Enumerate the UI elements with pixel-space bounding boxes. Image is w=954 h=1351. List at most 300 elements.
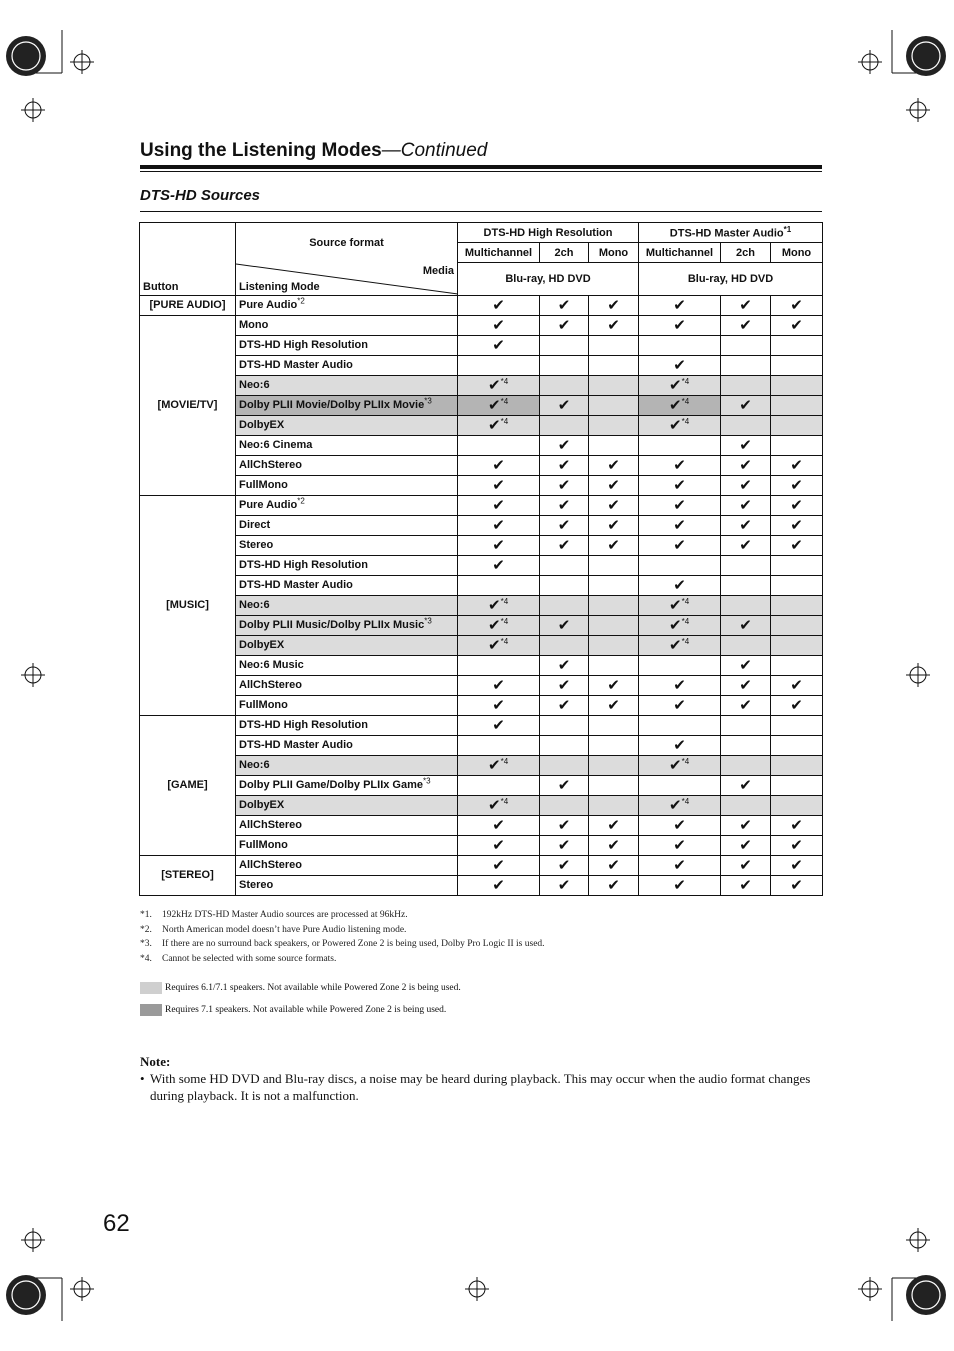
support-cell <box>771 395 823 415</box>
mode-cell <box>236 375 458 395</box>
check-mark: ✔ <box>492 517 505 534</box>
support-cell <box>721 675 771 695</box>
check-mark: ✔ <box>739 437 752 454</box>
support-cell <box>589 655 639 675</box>
mode-cell <box>236 535 458 555</box>
table-row <box>140 735 823 755</box>
master-audio-label: DTS-HD Master Audio <box>669 227 784 240</box>
check-mark: ✔ <box>669 617 682 634</box>
table-row <box>140 655 823 675</box>
footnote-text: North American model doesn’t have Pure Audio listening mode. <box>162 924 407 935</box>
table-row <box>140 715 823 735</box>
support-cell <box>458 355 540 375</box>
check-mark: ✔ <box>790 297 803 314</box>
support-cell <box>639 495 721 515</box>
check-mark: ✔ <box>557 457 571 474</box>
check-mark: ✔ <box>607 457 620 474</box>
support-cell <box>589 735 639 755</box>
support-cell <box>589 435 639 455</box>
mode-label: Neo:6 Cinema <box>239 439 313 451</box>
footnote <box>140 937 545 952</box>
header-continued: —Continued <box>381 140 488 161</box>
button-header-cell <box>140 223 236 296</box>
support-cell <box>639 315 721 335</box>
check-mark: ✔ <box>557 617 571 634</box>
mode-cell <box>236 395 458 415</box>
mode-label: DTS-HD High Resolution <box>239 339 368 351</box>
support-cell <box>589 335 639 355</box>
support-cell <box>639 575 721 595</box>
support-cell <box>721 375 771 395</box>
check-mark: ✔ <box>669 637 682 654</box>
check-mark: ✔ <box>557 837 571 854</box>
page-number: 62 <box>103 1210 130 1237</box>
check-mark: ✔ <box>673 877 686 894</box>
check-mark: ✔ <box>607 477 620 494</box>
support-cell <box>589 455 639 475</box>
check-mark: ✔ <box>790 497 803 514</box>
support-cell <box>589 375 639 395</box>
button-header: Button <box>143 280 179 293</box>
mode-label: Dolby PLII Movie/Dolby PLIIx Movie <box>239 399 425 411</box>
support-cell <box>540 615 589 635</box>
support-cell <box>540 475 589 495</box>
mode-label: DolbyEX <box>239 799 285 811</box>
mode-cell <box>236 835 458 855</box>
mode-label: DTS-HD High Resolution <box>239 559 368 571</box>
support-cell <box>540 575 589 595</box>
mode-cell <box>236 815 458 835</box>
check-mark: ✔ <box>790 817 803 834</box>
button-cell: [STEREO] <box>140 855 236 895</box>
table-row <box>140 835 823 855</box>
mode-cell <box>236 355 458 375</box>
support-cell <box>721 355 771 375</box>
footnote-key: *3. <box>140 939 152 949</box>
support-cell <box>721 315 771 335</box>
legend-light-swatch <box>140 982 162 994</box>
support-cell <box>771 735 823 755</box>
mode-note: *3 <box>424 396 432 406</box>
support-cell <box>589 795 639 815</box>
check-mark: ✔ <box>557 697 571 714</box>
support-cell <box>540 815 589 835</box>
support-cell <box>771 575 823 595</box>
check-mark: ✔ <box>557 877 571 894</box>
footnote-text: 192kHz DTS-HD Master Audio sources are processed at 96kHz. <box>162 910 408 920</box>
table-row <box>140 855 823 875</box>
check-mark: ✔ <box>607 697 620 714</box>
mode-label: Neo:6 <box>239 759 270 771</box>
channel-label: 2ch <box>540 243 589 263</box>
check-mark: ✔ <box>739 497 752 514</box>
mode-note: *2 <box>297 496 305 506</box>
support-cell <box>458 615 540 635</box>
check-mark: ✔ <box>790 677 803 694</box>
check-note: *4 <box>500 617 509 626</box>
support-cell <box>589 755 639 775</box>
support-cell <box>721 475 771 495</box>
mode-label: Neo:6 Music <box>239 659 304 671</box>
footnote-key: *2. <box>140 924 152 935</box>
support-cell <box>639 435 721 455</box>
support-cell <box>639 375 721 395</box>
support-cell <box>639 335 721 355</box>
check-note: *4 <box>681 597 690 606</box>
check-mark: ✔ <box>607 517 620 534</box>
support-cell <box>589 875 639 895</box>
support-cell <box>721 295 771 315</box>
support-cell <box>458 455 540 475</box>
support-cell <box>458 595 540 615</box>
support-cell <box>639 715 721 735</box>
mode-cell <box>236 515 458 535</box>
check-mark: ✔ <box>557 857 571 874</box>
media-value: Blu-ray, HD DVD <box>458 263 639 296</box>
support-cell <box>771 535 823 555</box>
support-cell <box>771 875 823 895</box>
support-cell <box>639 835 721 855</box>
support-cell <box>458 755 540 775</box>
check-mark: ✔ <box>673 837 686 854</box>
support-cell <box>540 395 589 415</box>
support-cell <box>771 555 823 575</box>
note-text: With some HD DVD and Blu-ray discs, a noise may be heard during playback. This may occur when the audio format changes during playback. It is not a malfunction. <box>150 1071 811 1103</box>
mode-label: AllChStereo <box>239 859 302 871</box>
support-cell <box>771 675 823 695</box>
check-mark: ✔ <box>790 837 803 854</box>
check-mark: ✔ <box>557 517 571 534</box>
support-cell <box>639 595 721 615</box>
mode-label: AllChStereo <box>239 459 302 471</box>
check-mark: ✔ <box>673 457 686 474</box>
mode-label: Pure Audio <box>239 299 298 311</box>
check-mark: ✔ <box>492 297 505 314</box>
table-row <box>140 415 823 435</box>
check-mark: ✔ <box>669 757 682 774</box>
support-cell <box>540 715 589 735</box>
support-cell <box>589 475 639 495</box>
support-cell <box>639 655 721 675</box>
check-note: *4 <box>500 597 509 606</box>
table-row <box>140 595 823 615</box>
media-value: Blu-ray, HD DVD <box>639 263 823 296</box>
check-mark: ✔ <box>492 457 505 474</box>
check-mark: ✔ <box>557 777 571 794</box>
support-cell <box>771 755 823 775</box>
mode-cell <box>236 555 458 575</box>
header-title-text: Using the Listening Modes <box>140 140 382 161</box>
check-mark: ✔ <box>739 857 752 874</box>
support-cell <box>639 555 721 575</box>
support-cell <box>721 615 771 635</box>
check-note: *4 <box>681 397 690 406</box>
check-mark: ✔ <box>673 517 686 534</box>
support-cell <box>639 475 721 495</box>
media-mode-corner-cell <box>236 263 458 296</box>
check-mark: ✔ <box>557 537 571 554</box>
mode-label: DTS-HD Master Audio <box>239 739 353 751</box>
check-mark: ✔ <box>607 877 620 894</box>
check-mark: ✔ <box>492 817 505 834</box>
table-row <box>140 335 823 355</box>
support-cell <box>721 575 771 595</box>
support-cell <box>771 435 823 455</box>
support-cell <box>458 695 540 715</box>
header-rule-thin <box>140 171 822 172</box>
table-row <box>140 555 823 575</box>
support-cell <box>589 395 639 415</box>
check-mark: ✔ <box>607 857 620 874</box>
table-row <box>140 815 823 835</box>
check-mark: ✔ <box>557 297 571 314</box>
support-cell <box>589 615 639 635</box>
legend-dark <box>140 1004 446 1016</box>
mode-label: Mono <box>239 319 269 331</box>
support-cell <box>540 495 589 515</box>
check-mark: ✔ <box>488 797 501 814</box>
check-mark: ✔ <box>790 477 803 494</box>
support-cell <box>639 395 721 415</box>
source-format-header: Source format <box>236 223 458 263</box>
check-mark: ✔ <box>488 597 501 614</box>
table-row <box>140 315 823 335</box>
check-note: *4 <box>500 797 509 806</box>
support-cell <box>458 515 540 535</box>
channel-label: Mono <box>589 243 639 263</box>
mode-cell <box>236 335 458 355</box>
support-cell <box>458 855 540 875</box>
support-cell <box>639 815 721 835</box>
support-cell <box>540 775 589 795</box>
support-cell <box>771 455 823 475</box>
check-mark: ✔ <box>492 477 505 494</box>
check-note: *4 <box>500 397 509 406</box>
table-row <box>140 355 823 375</box>
check-mark: ✔ <box>669 397 682 414</box>
table-row <box>140 795 823 815</box>
mode-label: AllChStereo <box>239 819 302 831</box>
support-cell <box>540 515 589 535</box>
support-cell <box>721 555 771 575</box>
legend-light <box>140 982 461 994</box>
check-mark: ✔ <box>739 397 752 414</box>
mode-cell <box>236 855 458 875</box>
table-row <box>140 495 823 515</box>
support-cell <box>458 655 540 675</box>
mode-label: Stereo <box>239 879 274 891</box>
support-cell <box>589 635 639 655</box>
support-cell <box>639 675 721 695</box>
check-mark: ✔ <box>607 817 620 834</box>
listening-modes-table <box>139 222 823 896</box>
support-cell <box>771 835 823 855</box>
mode-cell <box>236 795 458 815</box>
support-cell <box>458 635 540 655</box>
legend-dark-text: Requires 7.1 speakers. Not available while Powered Zone 2 is being used. <box>165 1005 447 1015</box>
check-mark: ✔ <box>673 497 686 514</box>
mode-cell <box>236 875 458 895</box>
mode-cell <box>236 475 458 495</box>
table-row <box>140 515 823 535</box>
check-note: *4 <box>500 377 509 386</box>
support-cell <box>589 595 639 615</box>
table-row <box>140 615 823 635</box>
support-cell <box>721 755 771 775</box>
support-cell <box>639 855 721 875</box>
support-cell <box>540 335 589 355</box>
support-cell <box>771 315 823 335</box>
check-mark: ✔ <box>488 417 501 434</box>
check-mark: ✔ <box>739 537 752 554</box>
table-row <box>140 295 823 315</box>
support-cell <box>771 655 823 675</box>
check-mark: ✔ <box>488 617 501 634</box>
mode-label: Stereo <box>239 539 274 551</box>
mode-cell <box>236 655 458 675</box>
support-cell <box>589 715 639 735</box>
support-cell <box>589 415 639 435</box>
check-mark: ✔ <box>492 537 505 554</box>
listening-mode-header: Listening Mode <box>239 280 320 293</box>
support-cell <box>639 775 721 795</box>
support-cell <box>589 835 639 855</box>
check-mark: ✔ <box>790 517 803 534</box>
footnote <box>140 952 545 967</box>
mode-label: Neo:6 <box>239 599 270 611</box>
check-note: *4 <box>681 377 690 386</box>
check-mark: ✔ <box>739 297 752 314</box>
support-cell <box>639 635 721 655</box>
check-note: *4 <box>681 797 690 806</box>
support-cell <box>721 455 771 475</box>
mode-cell <box>236 315 458 335</box>
check-mark: ✔ <box>607 537 620 554</box>
check-mark: ✔ <box>739 677 752 694</box>
support-cell <box>639 415 721 435</box>
note <box>140 1053 822 1104</box>
table-row <box>140 435 823 455</box>
mode-label: Neo:6 <box>239 379 270 391</box>
support-cell <box>721 775 771 795</box>
support-cell <box>771 415 823 435</box>
table-row <box>140 695 823 715</box>
support-cell <box>589 855 639 875</box>
support-cell <box>540 555 589 575</box>
support-cell <box>721 395 771 415</box>
table-row <box>140 755 823 775</box>
check-mark: ✔ <box>739 457 752 474</box>
footnote-text: Cannot be selected with some source formats. <box>162 953 337 964</box>
table-row <box>140 875 823 895</box>
support-cell <box>540 855 589 875</box>
check-mark: ✔ <box>492 697 505 714</box>
support-cell <box>721 595 771 615</box>
support-cell <box>721 635 771 655</box>
check-note: *4 <box>500 637 509 646</box>
check-note: *4 <box>681 757 690 766</box>
support-cell <box>639 795 721 815</box>
mode-note: *3 <box>423 776 431 786</box>
support-cell <box>458 675 540 695</box>
mode-label: FullMono <box>239 479 288 491</box>
support-cell <box>771 695 823 715</box>
support-cell <box>721 795 771 815</box>
button-cell: [MUSIC] <box>140 495 236 715</box>
support-cell <box>639 535 721 555</box>
support-cell <box>721 695 771 715</box>
section-title: DTS-HD Sources <box>140 187 261 204</box>
check-mark: ✔ <box>488 377 501 394</box>
support-cell <box>540 795 589 815</box>
support-cell <box>639 615 721 635</box>
check-mark: ✔ <box>557 317 571 334</box>
check-mark: ✔ <box>607 837 620 854</box>
support-cell <box>771 815 823 835</box>
support-cell <box>771 595 823 615</box>
check-mark: ✔ <box>673 357 686 374</box>
check-mark: ✔ <box>557 817 571 834</box>
support-cell <box>458 735 540 755</box>
support-cell <box>721 815 771 835</box>
support-cell <box>721 335 771 355</box>
mode-cell <box>236 415 458 435</box>
check-mark: ✔ <box>607 297 620 314</box>
mode-label: DTS-HD Master Audio <box>239 359 353 371</box>
table-row <box>140 575 823 595</box>
check-mark: ✔ <box>557 497 571 514</box>
channel-label: Mono <box>771 243 823 263</box>
mode-cell <box>236 575 458 595</box>
check-mark: ✔ <box>669 597 682 614</box>
support-cell <box>540 375 589 395</box>
master-audio-header <box>639 223 823 243</box>
support-cell <box>589 775 639 795</box>
table-row <box>140 635 823 655</box>
support-cell <box>721 435 771 455</box>
mode-label: Dolby PLII Music/Dolby PLIIx Music <box>239 619 425 631</box>
support-cell <box>771 795 823 815</box>
check-mark: ✔ <box>492 337 505 354</box>
check-mark: ✔ <box>673 817 686 834</box>
button-cell: [PURE AUDIO] <box>140 295 236 315</box>
support-cell <box>458 475 540 495</box>
check-mark: ✔ <box>557 657 571 674</box>
check-note: *4 <box>500 417 509 426</box>
check-mark: ✔ <box>492 717 505 734</box>
footnote-key: *1. <box>140 910 152 920</box>
support-cell <box>639 875 721 895</box>
support-cell <box>458 375 540 395</box>
check-mark: ✔ <box>739 837 752 854</box>
support-cell <box>458 395 540 415</box>
support-cell <box>540 635 589 655</box>
mode-cell <box>236 775 458 795</box>
support-cell <box>458 315 540 335</box>
support-cell <box>721 835 771 855</box>
support-cell <box>458 835 540 855</box>
mode-cell <box>236 455 458 475</box>
high-res-header: DTS-HD High Resolution <box>458 223 639 243</box>
support-cell <box>458 495 540 515</box>
support-cell <box>589 535 639 555</box>
mode-label: FullMono <box>239 699 288 711</box>
support-cell <box>589 495 639 515</box>
check-note: *4 <box>500 757 509 766</box>
footnote <box>140 908 545 923</box>
support-cell <box>540 875 589 895</box>
table-row <box>140 475 823 495</box>
